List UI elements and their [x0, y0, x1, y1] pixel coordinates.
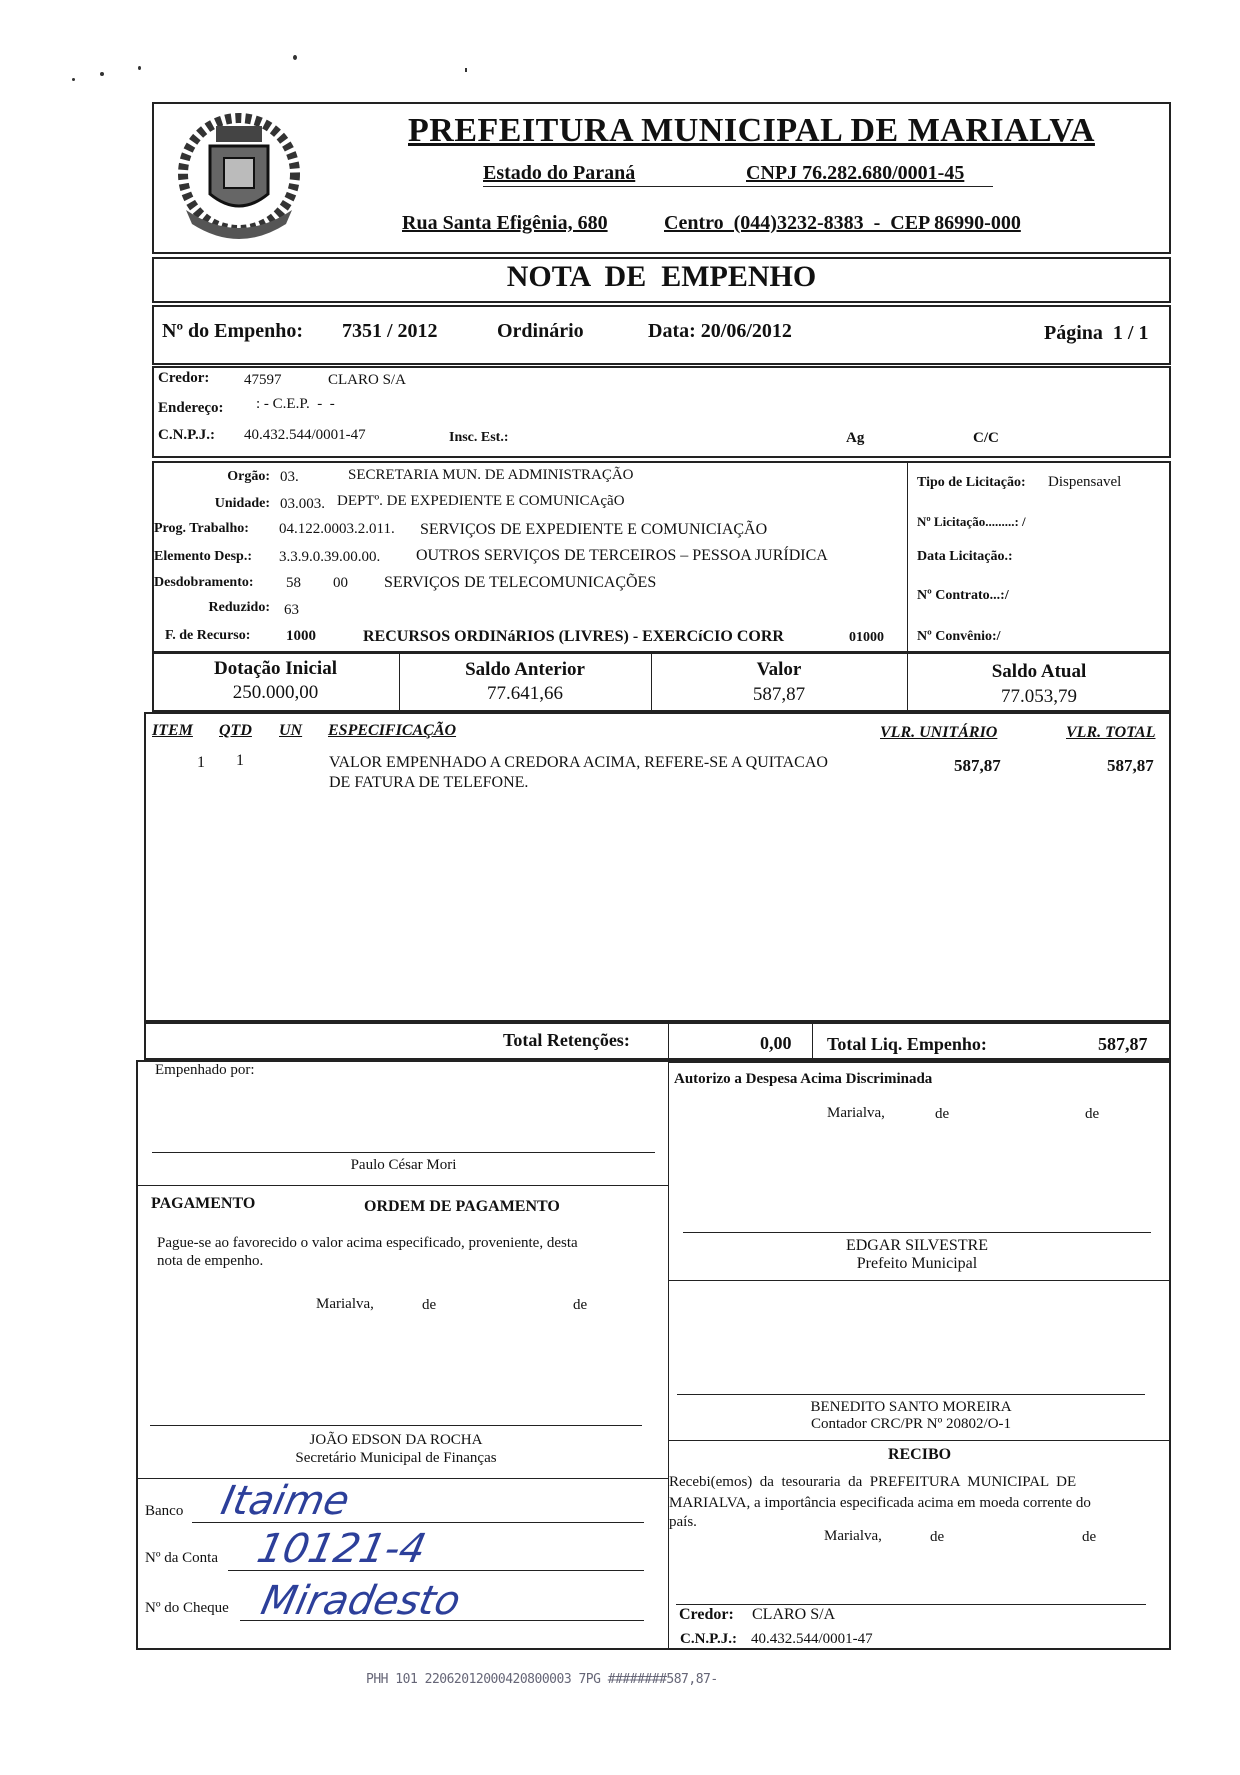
col-un: UN: [279, 722, 303, 739]
recibo-credor-label: Credor:: [679, 1606, 734, 1623]
cheque-handwriting: Miradesto: [257, 1578, 465, 1624]
item-description-line1: VALOR EMPENHADO A CREDORA ACIMA, REFERE-SE A QUITACAO: [329, 754, 828, 771]
header-cnpj: CNPJ 76.282.680/0001-45: [746, 162, 965, 184]
recibo-line1: Recebi(emos) da tesouraria da PREFEITURA MUNICIPAL DE: [669, 1474, 1077, 1490]
section-line: [136, 1478, 668, 1479]
retencoes-label: Total Retenções:: [503, 1030, 630, 1050]
scan-speck: [465, 68, 467, 72]
header-address: Rua Santa Efigênia, 680: [402, 212, 608, 234]
pague-cidade: Marialva,: [316, 1296, 374, 1312]
signature-line: [683, 1232, 1151, 1233]
empenhado-nome: Paulo César Mori: [350, 1157, 457, 1173]
unidade-label: Unidade:: [214, 496, 270, 511]
unidade-code: 03.003.: [280, 496, 325, 512]
desdobramento-code1: 58: [286, 575, 301, 591]
autorizo-de1: de: [935, 1106, 950, 1122]
dotacao-label: Dotação Inicial: [214, 658, 337, 679]
prog-label: Prog. Trabalho:: [154, 521, 249, 536]
recibo-cidade: Marialva,: [824, 1528, 882, 1544]
unidade-desc: DEPTº. DE EXPEDIENTE E COMUNICAçãO: [337, 493, 625, 509]
scan-speck: [138, 66, 141, 70]
section-line: [136, 1185, 668, 1186]
empenho-date: Data: 20/06/2012: [648, 320, 792, 342]
recibo-de2: de: [1082, 1529, 1097, 1545]
saldo-atual-value: 77.053,79: [1001, 686, 1077, 707]
contador-nome: BENEDITO SANTO MOREIRA: [810, 1399, 1012, 1415]
recibo-line2: MARIALVA, a importância especificada acima em moeda corrente do: [669, 1495, 1091, 1511]
col-vlr-total: VLR. TOTAL: [1066, 724, 1156, 741]
col-item: ITEM: [152, 722, 193, 739]
banco-label: Banco: [145, 1503, 184, 1519]
recurso-label: F. de Recurso:: [165, 628, 251, 643]
saldo-anterior-label: Saldo Anterior: [465, 659, 585, 680]
elemento-code: 3.3.9.0.39.00.00.: [279, 549, 381, 565]
autorizo-de2: de: [1085, 1106, 1100, 1122]
item-vlr-unitario: 587,87: [954, 756, 1001, 775]
signature-line: [677, 1394, 1145, 1395]
valor-value: 587,87: [752, 684, 806, 705]
recurso-code: 1000: [286, 628, 316, 644]
secretario-nome: JOÃO EDSON DA ROCHA: [309, 1432, 483, 1448]
elemento-label: Elemento Desp.:: [154, 549, 252, 564]
orgao-label: Orgão:: [227, 469, 270, 484]
prog-desc: SERVIÇOS DE EXPEDIENTE E COMUNICIAÇÃO: [420, 521, 768, 538]
licitacao-convenio: Nº Convênio:/: [917, 629, 1001, 644]
reduzido-label: Reduzido:: [208, 600, 270, 615]
tipo-licitacao-value: Dispensavel: [1048, 474, 1122, 490]
contador-cargo: Contador CRC/PR Nº 20802/O-1: [810, 1416, 1012, 1432]
retencoes-value: 0,00: [760, 1033, 792, 1053]
empenho-label: Nº do Empenho:: [162, 320, 304, 342]
recurso-code2: 01000: [849, 630, 884, 645]
reduzido-value: 63: [284, 602, 299, 618]
header-title: PREFEITURA MUNICIPAL DE MARIALVA: [408, 112, 1095, 149]
credor-cnpj-value: 40.432.544/0001-47: [244, 427, 366, 443]
pague-line1: Pague-se ao favorecido o valor acima especificado, proveniente, desta: [157, 1235, 578, 1251]
section-line: [668, 1062, 1171, 1063]
pague-de2: de: [573, 1297, 588, 1313]
liquido-label: Total Liq. Empenho:: [827, 1034, 987, 1054]
pague-de1: de: [422, 1297, 437, 1313]
coat-of-arms-icon: [168, 106, 310, 248]
signature-line: [152, 1152, 655, 1153]
scan-speck: [293, 55, 297, 60]
col-qtd: QTD: [219, 722, 252, 739]
endereco-label: Endereço:: [158, 400, 224, 416]
signature-line: [676, 1604, 1146, 1605]
lower-divider: [668, 1060, 669, 1650]
endereco-value: : - C.E.P. - -: [256, 396, 335, 412]
col-vlr-unitario: VLR. UNITÁRIO: [880, 724, 998, 741]
orgao-code: 03.: [280, 469, 299, 485]
scan-speck: [100, 72, 104, 76]
desdobramento-desc: SERVIÇOS DE TELECOMUNICAÇÕES: [384, 574, 657, 591]
empenho-number: 7351 / 2012: [342, 320, 438, 342]
credor-name: CLARO S/A: [328, 372, 406, 388]
conta-label: Nº da Conta: [145, 1550, 218, 1566]
recibo-de1: de: [930, 1529, 945, 1545]
header-underline: [483, 186, 993, 187]
footer-code: PHH 101 22062012000420800003 7PG ########587,87-: [366, 1672, 718, 1687]
totals-divider: [668, 1022, 669, 1060]
conta-handwriting: 10121-4: [253, 1526, 431, 1572]
valor-label: Valor: [756, 659, 802, 680]
header-state: Estado do Paraná: [483, 162, 636, 184]
prog-code: 04.122.0003.2.011.: [279, 521, 395, 537]
credor-label: Credor:: [158, 370, 210, 386]
insc-est-label: Insc. Est.:: [449, 430, 509, 445]
empenhado-por-label: Empenhado por:: [155, 1062, 255, 1078]
saldo-atual-label: Saldo Atual: [991, 661, 1087, 682]
empenho-type: Ordinário: [497, 320, 584, 342]
recibo-credor-value: CLARO S/A: [752, 1606, 836, 1623]
recurso-desc: RECURSOS ORDINáRIOS (LIVRES) - EXERCíCIO CORR: [363, 628, 784, 645]
pagamento-label: PAGAMENTO: [151, 1195, 256, 1212]
cheque-label: Nº do Cheque: [145, 1600, 229, 1616]
cc-label: C/C: [973, 430, 999, 446]
tipo-licitacao-label: Tipo de Licitação:: [917, 475, 1026, 490]
col-especificacao: ESPECIFICAÇÃO: [328, 722, 457, 739]
signature-line: [150, 1425, 642, 1426]
desdobramento-label: Desdobramento:: [154, 575, 254, 590]
banco-handwriting: Itaime: [217, 1478, 354, 1524]
autorizo-label: Autorizo a Despesa Acima Discriminada: [674, 1071, 933, 1087]
credor-cnpj-label: C.N.P.J.:: [158, 427, 215, 443]
orcamento-divider: [907, 461, 908, 653]
secretario-cargo: Secretário Municipal de Finanças: [295, 1450, 497, 1466]
recibo-cnpj-value: 40.432.544/0001-47: [751, 1631, 873, 1647]
empenho-page: Página 1 / 1: [1044, 322, 1149, 344]
dotacao-value: 250.000,00: [232, 682, 319, 703]
prefeito-cargo: Prefeito Municipal: [856, 1255, 978, 1272]
recibo-line3: país.: [669, 1514, 697, 1530]
item-qtd: 1: [236, 752, 244, 769]
licitacao-numero: Nº Licitação.........: /: [917, 514, 1026, 529]
recibo-title: RECIBO: [887, 1446, 952, 1463]
elemento-desc: OUTROS SERVIÇOS DE TERCEIROS – PESSOA JURÍDICA: [416, 547, 828, 564]
licitacao-contrato: Nº Contrato...:/: [917, 588, 1009, 603]
credor-code: 47597: [244, 372, 282, 388]
pague-line2: nota de empenho.: [157, 1253, 264, 1269]
scan-speck: [72, 78, 75, 81]
desdobramento-code2: 00: [333, 575, 348, 591]
totals-divider: [812, 1022, 813, 1060]
header-contact: Centro (044)3232-8383 - CEP 86990-000: [664, 212, 1021, 234]
orgao-desc: SECRETARIA MUN. DE ADMINISTRAÇÃO: [348, 467, 634, 483]
ordem-pagamento-label: ORDEM DE PAGAMENTO: [364, 1198, 560, 1215]
section-line: [668, 1440, 1171, 1441]
totals-row-box: [144, 1022, 1171, 1060]
ag-label: Ag: [846, 430, 865, 446]
autorizo-cidade: Marialva,: [827, 1105, 885, 1121]
prefeito-nome: EDGAR SILVESTRE: [845, 1237, 989, 1254]
section-line: [668, 1280, 1171, 1281]
licitacao-data: Data Licitação.:: [917, 549, 1013, 564]
saldo-anterior-value: 77.641,66: [487, 683, 563, 704]
item-number: 1: [197, 754, 205, 771]
item-description-line2: DE FATURA DE TELEFONE.: [329, 774, 529, 791]
recibo-cnpj-label: C.N.P.J.:: [680, 1631, 737, 1647]
liquido-value: 587,87: [1098, 1034, 1148, 1054]
item-vlr-total: 587,87: [1107, 756, 1154, 775]
document-title: NOTA DE EMPENHO: [506, 260, 817, 293]
